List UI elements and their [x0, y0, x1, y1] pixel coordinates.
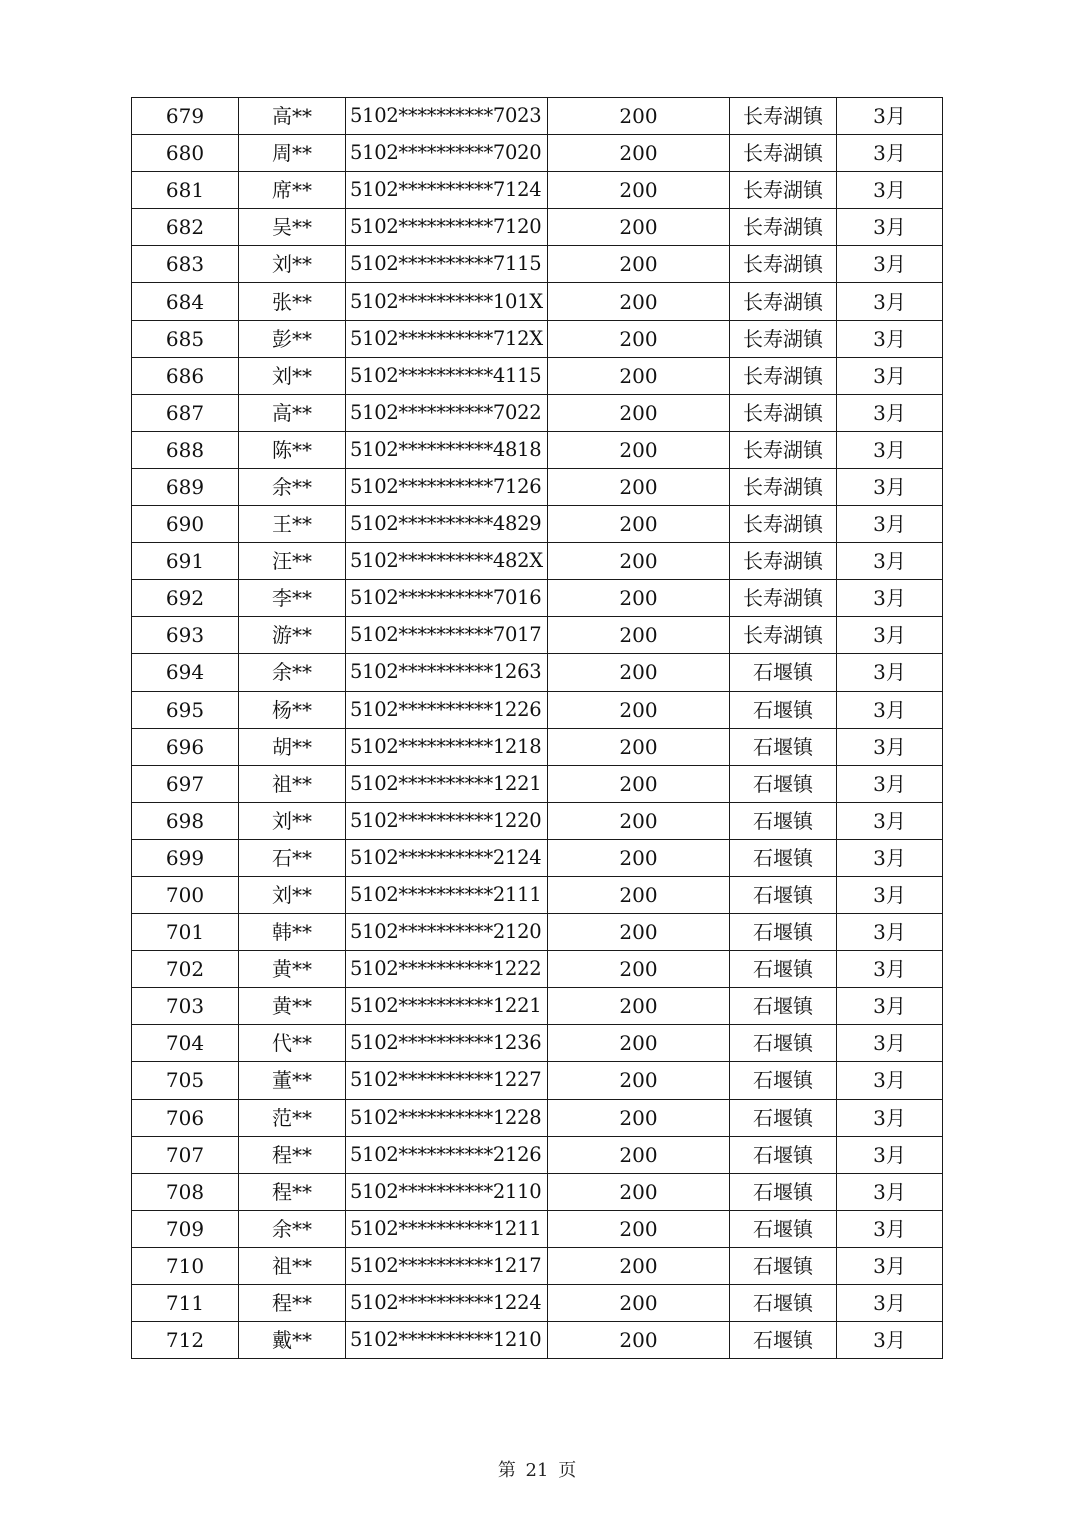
cell-name: 程**	[239, 1136, 346, 1173]
table-row	[132, 691, 943, 728]
cell-month: 3月	[837, 431, 943, 468]
cell-town: 长寿湖镇	[730, 98, 837, 135]
cell-month: 3月	[837, 1247, 943, 1284]
cell-town: 石堰镇	[730, 1025, 837, 1062]
cell-amount: 200	[548, 691, 730, 728]
cell-amount: 200	[548, 617, 730, 654]
cell-town: 石堰镇	[730, 691, 837, 728]
cell-month: 3月	[837, 765, 943, 802]
cell-month: 3月	[837, 1173, 943, 1210]
subsidy-table	[131, 97, 943, 1359]
cell-name: 祖**	[239, 1247, 346, 1284]
cell-amount: 200	[548, 1173, 730, 1210]
cell-id-number: 5102**********7020	[346, 135, 548, 172]
cell-name: 王**	[239, 506, 346, 543]
table-row	[132, 839, 943, 876]
cell-amount: 200	[548, 506, 730, 543]
cell-month: 3月	[837, 246, 943, 283]
cell-row-number: 686	[132, 357, 239, 394]
cell-row-number: 696	[132, 728, 239, 765]
cell-town: 石堰镇	[730, 1099, 837, 1136]
cell-id-number: 5102**********7016	[346, 580, 548, 617]
cell-row-number: 681	[132, 172, 239, 209]
cell-month: 3月	[837, 728, 943, 765]
cell-month: 3月	[837, 1099, 943, 1136]
cell-month: 3月	[837, 1210, 943, 1247]
cell-town: 长寿湖镇	[730, 135, 837, 172]
cell-town: 长寿湖镇	[730, 172, 837, 209]
cell-name: 程**	[239, 1285, 346, 1322]
cell-id-number: 5102**********712X	[346, 320, 548, 357]
table-row	[132, 876, 943, 913]
cell-name: 祖**	[239, 765, 346, 802]
cell-town: 石堰镇	[730, 1173, 837, 1210]
table-row	[132, 1247, 943, 1284]
cell-row-number: 688	[132, 431, 239, 468]
cell-amount: 200	[548, 357, 730, 394]
table-row	[132, 172, 943, 209]
cell-row-number: 700	[132, 876, 239, 913]
cell-name: 刘**	[239, 357, 346, 394]
table-row	[132, 1322, 943, 1359]
table-row	[132, 468, 943, 505]
cell-row-number: 705	[132, 1062, 239, 1099]
cell-amount: 200	[548, 1285, 730, 1322]
cell-row-number: 689	[132, 468, 239, 505]
page-footer	[0, 1456, 1074, 1482]
cell-name: 游**	[239, 617, 346, 654]
cell-town: 石堰镇	[730, 728, 837, 765]
cell-row-number: 707	[132, 1136, 239, 1173]
table-row	[132, 1173, 943, 1210]
cell-row-number: 711	[132, 1285, 239, 1322]
cell-id-number: 5102**********7124	[346, 172, 548, 209]
cell-name: 戴**	[239, 1322, 346, 1359]
cell-id-number: 5102**********1228	[346, 1099, 548, 1136]
cell-amount: 200	[548, 283, 730, 320]
cell-amount: 200	[548, 468, 730, 505]
cell-id-number: 5102**********7120	[346, 209, 548, 246]
cell-town: 长寿湖镇	[730, 394, 837, 431]
table-row	[132, 357, 943, 394]
cell-month: 3月	[837, 209, 943, 246]
cell-month: 3月	[837, 988, 943, 1025]
cell-name: 黄**	[239, 988, 346, 1025]
cell-row-number: 691	[132, 543, 239, 580]
table-row	[132, 431, 943, 468]
cell-name: 余**	[239, 1210, 346, 1247]
cell-town: 长寿湖镇	[730, 357, 837, 394]
cell-name: 韩**	[239, 914, 346, 951]
table-row	[132, 1285, 943, 1322]
cell-name: 席**	[239, 172, 346, 209]
cell-amount: 200	[548, 246, 730, 283]
cell-month: 3月	[837, 1285, 943, 1322]
cell-amount: 200	[548, 654, 730, 691]
cell-id-number: 5102**********4818	[346, 431, 548, 468]
cell-row-number: 706	[132, 1099, 239, 1136]
cell-month: 3月	[837, 1062, 943, 1099]
cell-id-number: 5102**********4115	[346, 357, 548, 394]
cell-name: 黄**	[239, 951, 346, 988]
cell-amount: 200	[548, 543, 730, 580]
cell-row-number: 697	[132, 765, 239, 802]
table-row	[132, 394, 943, 431]
cell-name: 胡**	[239, 728, 346, 765]
cell-month: 3月	[837, 914, 943, 951]
cell-name: 代**	[239, 1025, 346, 1062]
cell-name: 李**	[239, 580, 346, 617]
cell-month: 3月	[837, 1322, 943, 1359]
cell-name: 彭**	[239, 320, 346, 357]
cell-row-number: 690	[132, 506, 239, 543]
cell-town: 长寿湖镇	[730, 543, 837, 580]
table-row	[132, 1025, 943, 1062]
cell-month: 3月	[837, 283, 943, 320]
cell-town: 石堰镇	[730, 1210, 837, 1247]
cell-town: 石堰镇	[730, 876, 837, 913]
cell-id-number: 5102**********1217	[346, 1247, 548, 1284]
cell-row-number: 699	[132, 839, 239, 876]
cell-amount: 200	[548, 172, 730, 209]
cell-month: 3月	[837, 172, 943, 209]
cell-amount: 200	[548, 394, 730, 431]
table-body	[132, 98, 943, 1359]
cell-amount: 200	[548, 1136, 730, 1173]
cell-id-number: 5102**********2110	[346, 1173, 548, 1210]
cell-month: 3月	[837, 876, 943, 913]
cell-amount: 200	[548, 209, 730, 246]
cell-amount: 200	[548, 135, 730, 172]
cell-name: 刘**	[239, 802, 346, 839]
cell-town: 石堰镇	[730, 765, 837, 802]
table-row	[132, 580, 943, 617]
cell-town: 石堰镇	[730, 1136, 837, 1173]
cell-id-number: 5102**********1221	[346, 765, 548, 802]
cell-month: 3月	[837, 654, 943, 691]
cell-id-number: 5102**********7023	[346, 98, 548, 135]
cell-id-number: 5102**********1227	[346, 1062, 548, 1099]
cell-town: 长寿湖镇	[730, 468, 837, 505]
cell-name: 高**	[239, 394, 346, 431]
cell-name: 刘**	[239, 246, 346, 283]
cell-month: 3月	[837, 1025, 943, 1062]
cell-row-number: 684	[132, 283, 239, 320]
cell-id-number: 5102**********1211	[346, 1210, 548, 1247]
cell-row-number: 703	[132, 988, 239, 1025]
cell-row-number: 698	[132, 802, 239, 839]
table-row	[132, 765, 943, 802]
cell-id-number: 5102**********1210	[346, 1322, 548, 1359]
page-number: 21	[525, 1460, 549, 1481]
cell-month: 3月	[837, 506, 943, 543]
cell-town: 长寿湖镇	[730, 506, 837, 543]
cell-month: 3月	[837, 98, 943, 135]
table-row	[132, 320, 943, 357]
cell-amount: 200	[548, 580, 730, 617]
cell-row-number: 712	[132, 1322, 239, 1359]
cell-id-number: 5102**********1224	[346, 1285, 548, 1322]
cell-row-number: 687	[132, 394, 239, 431]
cell-town: 石堰镇	[730, 988, 837, 1025]
cell-name: 董**	[239, 1062, 346, 1099]
cell-town: 石堰镇	[730, 1322, 837, 1359]
cell-id-number: 5102**********1221	[346, 988, 548, 1025]
cell-name: 余**	[239, 654, 346, 691]
cell-town: 石堰镇	[730, 654, 837, 691]
cell-row-number: 708	[132, 1173, 239, 1210]
cell-id-number: 5102**********1222	[346, 951, 548, 988]
table-row	[132, 283, 943, 320]
cell-town: 长寿湖镇	[730, 617, 837, 654]
table-row	[132, 209, 943, 246]
page-footer-prefix: 第	[497, 1460, 516, 1481]
cell-town: 石堰镇	[730, 1285, 837, 1322]
table-row	[132, 951, 943, 988]
cell-amount: 200	[548, 1099, 730, 1136]
table-row	[132, 1210, 943, 1247]
table-row	[132, 802, 943, 839]
cell-name: 余**	[239, 468, 346, 505]
cell-month: 3月	[837, 802, 943, 839]
cell-month: 3月	[837, 1136, 943, 1173]
cell-row-number: 680	[132, 135, 239, 172]
cell-id-number: 5102**********101X	[346, 283, 548, 320]
cell-month: 3月	[837, 320, 943, 357]
cell-amount: 200	[548, 1322, 730, 1359]
cell-town: 石堰镇	[730, 1247, 837, 1284]
cell-month: 3月	[837, 617, 943, 654]
cell-month: 3月	[837, 580, 943, 617]
cell-amount: 200	[548, 1062, 730, 1099]
cell-id-number: 5102**********2126	[346, 1136, 548, 1173]
cell-amount: 200	[548, 431, 730, 468]
cell-town: 长寿湖镇	[730, 431, 837, 468]
cell-amount: 200	[548, 98, 730, 135]
table-row	[132, 1099, 943, 1136]
cell-month: 3月	[837, 951, 943, 988]
cell-month: 3月	[837, 691, 943, 728]
cell-amount: 200	[548, 1025, 730, 1062]
cell-name: 刘**	[239, 876, 346, 913]
cell-id-number: 5102**********4829	[346, 506, 548, 543]
cell-id-number: 5102**********1220	[346, 802, 548, 839]
cell-row-number: 710	[132, 1247, 239, 1284]
cell-month: 3月	[837, 468, 943, 505]
cell-name: 石**	[239, 839, 346, 876]
cell-amount: 200	[548, 1247, 730, 1284]
cell-row-number: 704	[132, 1025, 239, 1062]
cell-row-number: 695	[132, 691, 239, 728]
cell-row-number: 682	[132, 209, 239, 246]
cell-amount: 200	[548, 765, 730, 802]
cell-amount: 200	[548, 876, 730, 913]
table-row	[132, 1136, 943, 1173]
table-row	[132, 1062, 943, 1099]
cell-id-number: 5102**********7115	[346, 246, 548, 283]
cell-month: 3月	[837, 394, 943, 431]
cell-row-number: 685	[132, 320, 239, 357]
cell-amount: 200	[548, 1210, 730, 1247]
cell-id-number: 5102**********7017	[346, 617, 548, 654]
cell-row-number: 679	[132, 98, 239, 135]
cell-row-number: 693	[132, 617, 239, 654]
cell-id-number: 5102**********1236	[346, 1025, 548, 1062]
cell-name: 程**	[239, 1173, 346, 1210]
cell-amount: 200	[548, 320, 730, 357]
table-row	[132, 506, 943, 543]
cell-id-number: 5102**********1218	[346, 728, 548, 765]
cell-amount: 200	[548, 914, 730, 951]
cell-row-number: 694	[132, 654, 239, 691]
table-row	[132, 135, 943, 172]
cell-name: 周**	[239, 135, 346, 172]
cell-id-number: 5102**********2120	[346, 914, 548, 951]
cell-id-number: 5102**********1226	[346, 691, 548, 728]
table-row	[132, 914, 943, 951]
cell-amount: 200	[548, 839, 730, 876]
cell-town: 长寿湖镇	[730, 246, 837, 283]
cell-town: 石堰镇	[730, 951, 837, 988]
cell-amount: 200	[548, 951, 730, 988]
table-row	[132, 246, 943, 283]
cell-row-number: 709	[132, 1210, 239, 1247]
cell-id-number: 5102**********7126	[346, 468, 548, 505]
cell-amount: 200	[548, 802, 730, 839]
cell-name: 高**	[239, 98, 346, 135]
cell-amount: 200	[548, 728, 730, 765]
table-row	[132, 988, 943, 1025]
cell-row-number: 683	[132, 246, 239, 283]
cell-month: 3月	[837, 543, 943, 580]
cell-id-number: 5102**********2124	[346, 839, 548, 876]
cell-town: 石堰镇	[730, 1062, 837, 1099]
cell-amount: 200	[548, 988, 730, 1025]
cell-id-number: 5102**********7022	[346, 394, 548, 431]
cell-town: 石堰镇	[730, 839, 837, 876]
table-row	[132, 98, 943, 135]
page-footer-suffix: 页	[558, 1460, 577, 1481]
cell-town: 石堰镇	[730, 802, 837, 839]
cell-month: 3月	[837, 839, 943, 876]
cell-town: 长寿湖镇	[730, 209, 837, 246]
cell-name: 吴**	[239, 209, 346, 246]
cell-row-number: 692	[132, 580, 239, 617]
table-row	[132, 617, 943, 654]
cell-name: 张**	[239, 283, 346, 320]
cell-id-number: 5102**********482X	[346, 543, 548, 580]
table-row	[132, 654, 943, 691]
table-row	[132, 728, 943, 765]
cell-id-number: 5102**********1263	[346, 654, 548, 691]
cell-town: 长寿湖镇	[730, 320, 837, 357]
cell-name: 汪**	[239, 543, 346, 580]
cell-name: 陈**	[239, 431, 346, 468]
cell-name: 杨**	[239, 691, 346, 728]
cell-row-number: 702	[132, 951, 239, 988]
cell-month: 3月	[837, 357, 943, 394]
cell-name: 范**	[239, 1099, 346, 1136]
cell-town: 石堰镇	[730, 914, 837, 951]
table-row	[132, 543, 943, 580]
cell-town: 长寿湖镇	[730, 283, 837, 320]
cell-row-number: 701	[132, 914, 239, 951]
cell-town: 长寿湖镇	[730, 580, 837, 617]
cell-id-number: 5102**********2111	[346, 876, 548, 913]
cell-month: 3月	[837, 135, 943, 172]
